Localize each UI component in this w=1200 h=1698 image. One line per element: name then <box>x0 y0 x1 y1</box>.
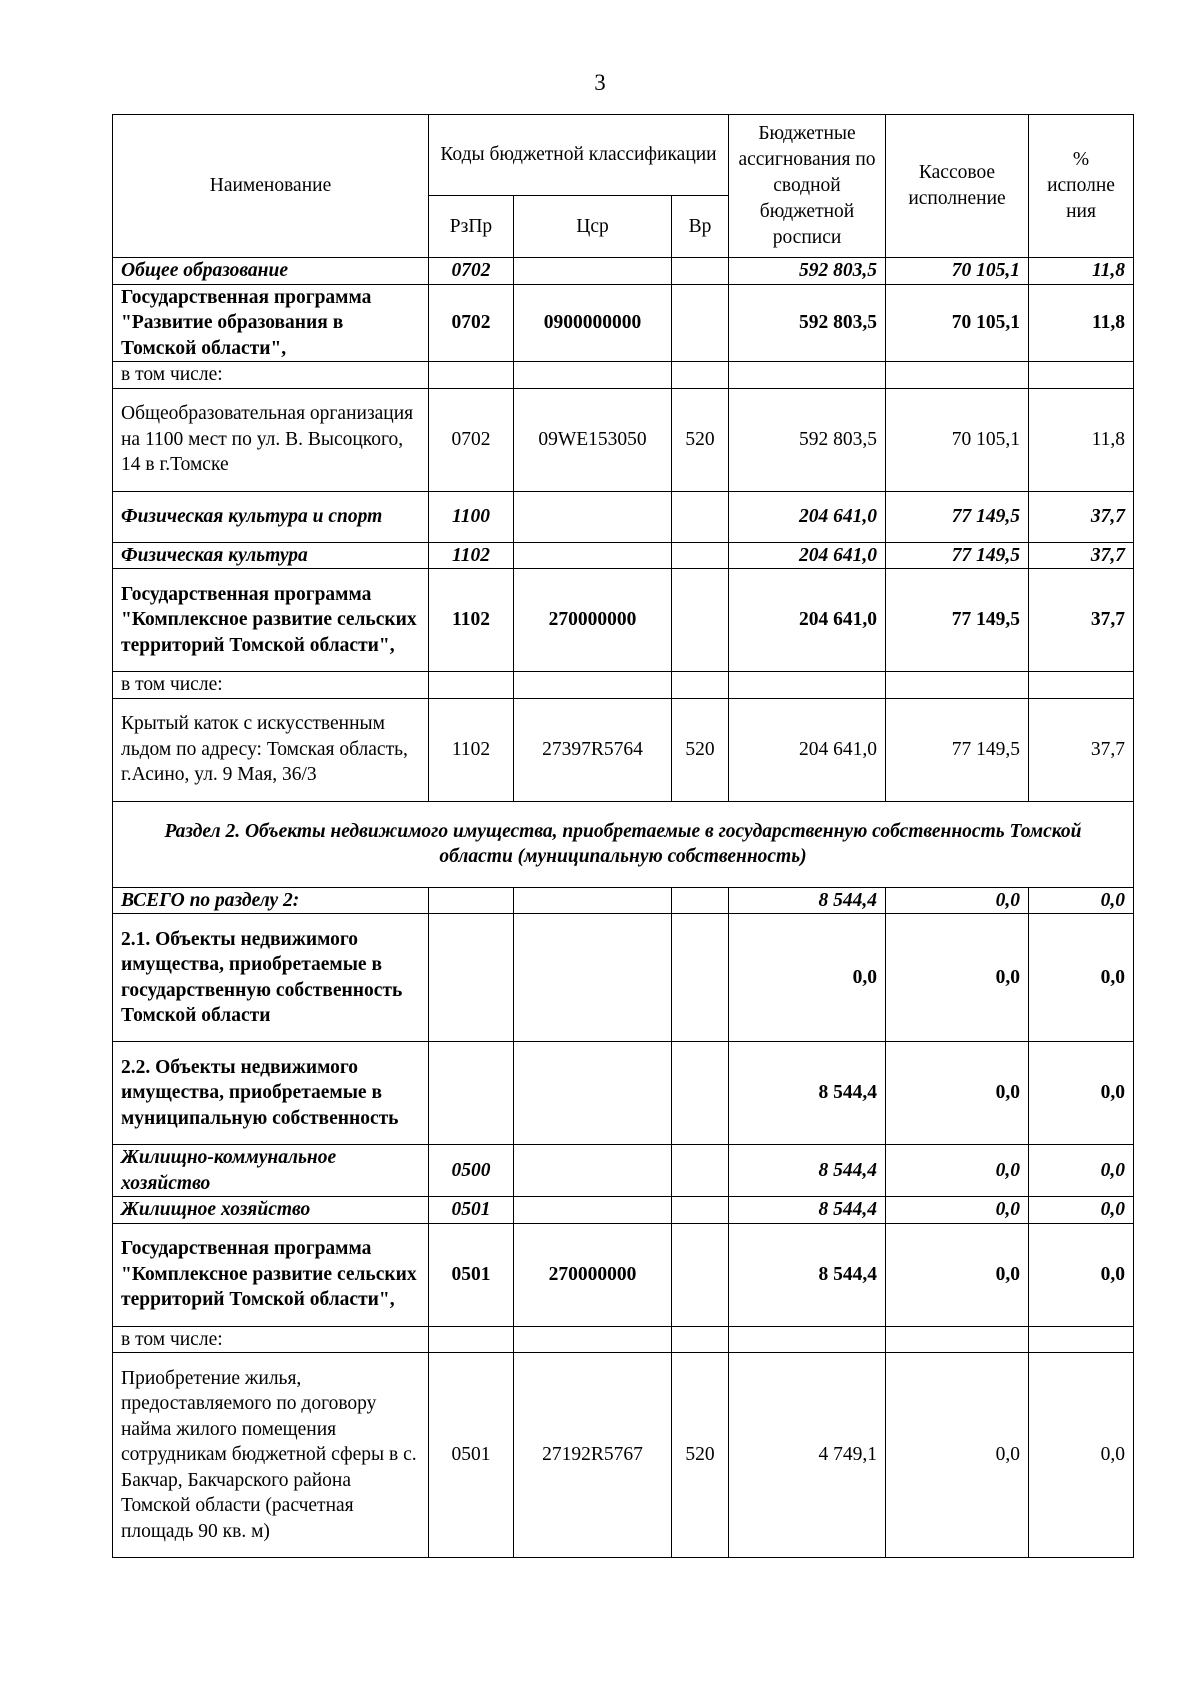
row-budget: 8 544,4 <box>729 1223 886 1326</box>
row-budget: 204 641,0 <box>729 491 886 542</box>
row-budget: 592 803,5 <box>729 284 886 362</box>
row-percent: 37,7 <box>1029 569 1134 672</box>
table-row <box>113 887 1134 914</box>
row-csr: 270000000 <box>514 1223 672 1326</box>
row-csr <box>514 1326 672 1353</box>
row-budget: 8 544,4 <box>729 1197 886 1224</box>
row-name: Жилищное хозяйство <box>113 1197 429 1224</box>
row-vr <box>672 887 729 914</box>
row-csr <box>514 672 672 699</box>
row-name: 2.1. Объекты недвижимого имущества, приобретаемые в государственную собственность Томской области <box>113 914 429 1042</box>
row-csr <box>514 914 672 1042</box>
row-rzpr <box>429 362 514 389</box>
row-name: 2.2. Объекты недвижимого имущества, приобретаемые в муниципальную собственность <box>113 1042 429 1145</box>
row-rzpr: 0702 <box>429 284 514 362</box>
row-name: Общеобразовательная организация на 1100 мест по ул. В. Высоцкого, 14 в г.Томске <box>113 388 429 491</box>
row-name: в том числе: <box>113 1326 429 1353</box>
row-cash <box>886 672 1029 699</box>
budget-table <box>112 114 1134 1558</box>
row-vr <box>672 542 729 569</box>
row-rzpr <box>429 914 514 1042</box>
row-rzpr: 0501 <box>429 1353 514 1558</box>
row-percent <box>1029 1326 1134 1353</box>
row-budget: 4 749,1 <box>729 1353 886 1558</box>
row-csr <box>514 887 672 914</box>
header-budget: Бюджетные ассигнования по сводной бюджетной росписи <box>729 115 886 258</box>
row-vr <box>672 1197 729 1224</box>
row-cash: 77 149,5 <box>886 698 1029 801</box>
row-csr: 09WE153050 <box>514 388 672 491</box>
table-row <box>113 388 1134 491</box>
row-vr: 520 <box>672 388 729 491</box>
row-csr: 27192R5767 <box>514 1353 672 1558</box>
table-row <box>113 1145 1134 1197</box>
table-row <box>113 542 1134 569</box>
header-rzpr: РзПр <box>429 196 514 258</box>
row-vr <box>672 258 729 285</box>
row-rzpr: 1100 <box>429 491 514 542</box>
table-row <box>113 914 1134 1042</box>
row-csr <box>514 542 672 569</box>
row-percent: 11,8 <box>1029 284 1134 362</box>
row-budget: 8 544,4 <box>729 887 886 914</box>
row-name: в том числе: <box>113 362 429 389</box>
header-codes-group: Коды бюджетной классификации <box>429 115 729 196</box>
row-budget: 8 544,4 <box>729 1145 886 1197</box>
row-rzpr: 0702 <box>429 258 514 285</box>
row-vr <box>672 1042 729 1145</box>
row-name: Жилищно-коммунальное хозяйство <box>113 1145 429 1197</box>
row-vr <box>672 672 729 699</box>
row-vr <box>672 362 729 389</box>
row-percent <box>1029 672 1134 699</box>
row-csr <box>514 1042 672 1145</box>
row-csr <box>514 362 672 389</box>
table-row <box>113 1042 1134 1145</box>
row-percent: 11,8 <box>1029 258 1134 285</box>
row-rzpr: 1102 <box>429 569 514 672</box>
row-cash: 77 149,5 <box>886 491 1029 542</box>
row-name: Государственная программа "Комплексное развитие сельских территорий Томской области", <box>113 1223 429 1326</box>
row-vr <box>672 914 729 1042</box>
row-rzpr <box>429 1326 514 1353</box>
row-budget <box>729 672 886 699</box>
header-vr: Вр <box>672 196 729 258</box>
row-percent: 37,7 <box>1029 698 1134 801</box>
table-row <box>113 672 1134 699</box>
row-cash: 0,0 <box>886 914 1029 1042</box>
row-cash: 0,0 <box>886 1197 1029 1224</box>
table-row <box>113 569 1134 672</box>
section-2-title: Раздел 2. Объекты недвижимого имущества, приобретаемые в государственную собственность Томской области (муниципальную собственность) <box>113 801 1134 887</box>
row-percent: 37,7 <box>1029 542 1134 569</box>
row-rzpr: 1102 <box>429 542 514 569</box>
row-csr <box>514 1197 672 1224</box>
row-vr <box>672 1223 729 1326</box>
row-cash: 77 149,5 <box>886 569 1029 672</box>
page-number: 3 <box>594 70 606 95</box>
row-budget: 592 803,5 <box>729 258 886 285</box>
row-name: в том числе: <box>113 672 429 699</box>
table-row <box>113 698 1134 801</box>
row-rzpr: 0702 <box>429 388 514 491</box>
table-row <box>113 362 1134 389</box>
row-percent: 0,0 <box>1029 914 1134 1042</box>
table-row <box>113 1353 1134 1558</box>
row-budget: 592 803,5 <box>729 388 886 491</box>
row-name: Государственная программа "Комплексное развитие сельских территорий Томской области", <box>113 569 429 672</box>
row-name: Крытый каток с искусственным льдом по адресу: Томская область, г.Асино, ул. 9 Мая, 36/3 <box>113 698 429 801</box>
row-percent: 11,8 <box>1029 388 1134 491</box>
row-name: Приобретение жилья, предоставляемого по договору найма жилого помещения сотрудникам бюджетной сферы в с. Бакчар, Бакчарского района Томской области (расчетная площадь 90 кв. м) <box>113 1353 429 1558</box>
row-cash <box>886 1326 1029 1353</box>
row-budget: 204 641,0 <box>729 542 886 569</box>
table-row <box>113 284 1134 362</box>
row-rzpr <box>429 887 514 914</box>
row-rzpr: 0501 <box>429 1197 514 1224</box>
row-name: Физическая культура <box>113 542 429 569</box>
row-name: ВСЕГО по разделу 2: <box>113 887 429 914</box>
row-vr: 520 <box>672 1353 729 1558</box>
row-budget: 204 641,0 <box>729 569 886 672</box>
row-name: Общее образование <box>113 258 429 285</box>
row-rzpr: 0500 <box>429 1145 514 1197</box>
table-row <box>113 1197 1134 1224</box>
row-rzpr <box>429 672 514 699</box>
row-percent: 0,0 <box>1029 887 1134 914</box>
header-name: Наименование <box>113 115 429 258</box>
row-cash: 0,0 <box>886 1353 1029 1558</box>
row-vr <box>672 1145 729 1197</box>
header-percent: % исполне ния <box>1029 115 1134 258</box>
table-row <box>113 1326 1134 1353</box>
row-vr: 520 <box>672 698 729 801</box>
row-cash: 0,0 <box>886 1145 1029 1197</box>
table-row <box>113 1223 1134 1326</box>
row-budget <box>729 362 886 389</box>
row-vr <box>672 1326 729 1353</box>
row-percent: 0,0 <box>1029 1197 1134 1224</box>
row-cash: 0,0 <box>886 1223 1029 1326</box>
row-vr <box>672 569 729 672</box>
row-csr: 270000000 <box>514 569 672 672</box>
row-rzpr: 0501 <box>429 1223 514 1326</box>
row-cash: 0,0 <box>886 1042 1029 1145</box>
row-cash: 77 149,5 <box>886 542 1029 569</box>
row-csr: 27397R5764 <box>514 698 672 801</box>
row-cash: 70 105,1 <box>886 284 1029 362</box>
row-csr <box>514 258 672 285</box>
row-percent <box>1029 362 1134 389</box>
row-csr <box>514 491 672 542</box>
row-name: Физическая культура и спорт <box>113 491 429 542</box>
row-vr <box>672 284 729 362</box>
row-name: Государственная программа "Развитие образования в Томской области", <box>113 284 429 362</box>
row-csr <box>514 1145 672 1197</box>
table-row <box>113 491 1134 542</box>
row-budget: 0,0 <box>729 914 886 1042</box>
row-rzpr: 1102 <box>429 698 514 801</box>
row-budget: 8 544,4 <box>729 1042 886 1145</box>
row-percent: 0,0 <box>1029 1223 1134 1326</box>
row-percent: 0,0 <box>1029 1145 1134 1197</box>
row-cash: 70 105,1 <box>886 388 1029 491</box>
table-row <box>113 258 1134 285</box>
row-percent: 0,0 <box>1029 1353 1134 1558</box>
row-budget <box>729 1326 886 1353</box>
row-budget: 204 641,0 <box>729 698 886 801</box>
header-csr: Цср <box>514 196 672 258</box>
row-percent: 37,7 <box>1029 491 1134 542</box>
row-csr: 0900000000 <box>514 284 672 362</box>
row-percent: 0,0 <box>1029 1042 1134 1145</box>
row-cash <box>886 362 1029 389</box>
row-cash: 70 105,1 <box>886 258 1029 285</box>
row-rzpr <box>429 1042 514 1145</box>
header-cash: Кассовое исполнение <box>886 115 1029 258</box>
row-vr <box>672 491 729 542</box>
row-cash: 0,0 <box>886 887 1029 914</box>
section-heading-row <box>113 801 1134 887</box>
